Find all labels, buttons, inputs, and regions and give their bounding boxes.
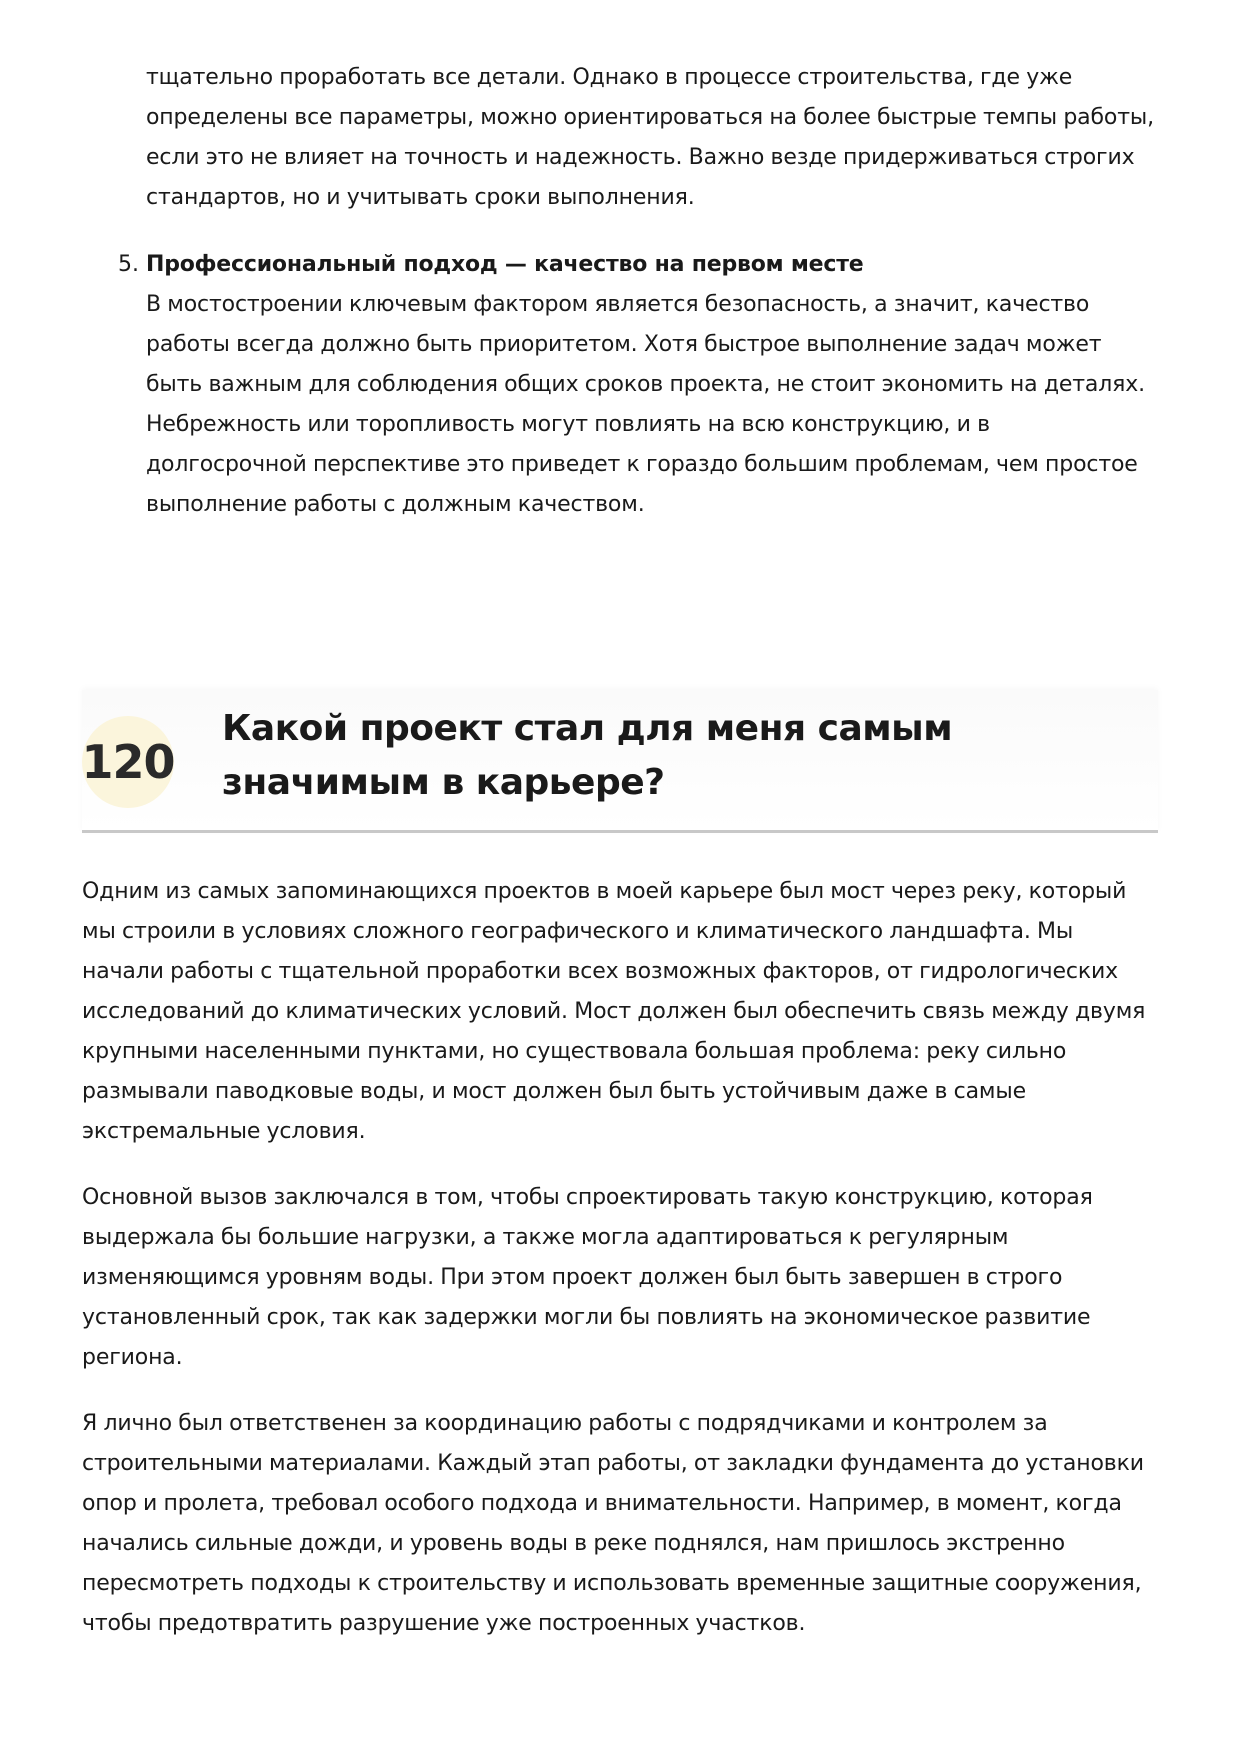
list-item-continuation	[146, 58, 1156, 218]
list-item	[118, 245, 1156, 525]
section-number-badge: 120	[82, 716, 174, 808]
section-title: Какой проект стал для меня самым значимым в карьере?	[222, 708, 953, 803]
body-paragraph: Я лично был ответственен за координацию работы с подрядчиками и контролем за строительными материалами. Каждый этап работы, от закладки фундамента до установки опор и пролета, требовал особого подхода и внимательности. Например, в момент, когда начались сильные дожди, и уровень воды в реке поднялся, нам пришлось экстренно пересмотреть подходы к строительству и использовать временные защитные сооружения, чтобы предотвратить разрушение уже построенных участков.	[82, 1411, 1144, 1636]
section-body	[82, 872, 1158, 1670]
list-item-text: тщательно проработать все детали. Однако в процессе строительства, где уже определены все параметры, можно ориентироваться на более быстрые темпы работы, если это не влияет на точность и надежность. Важно везде придерживаться строгих стандартов, но и учитывать сроки выполнения.	[146, 65, 1154, 210]
body-paragraph: Одним из самых запоминающихся проектов в моей карьере был мост через реку, который мы строили в условиях сложного географического и климатического ландшафта. Мы начали работы с тщательной проработки всех возможных факторов, от гидрологических исследований до климатических условий. Мост должен был обеспечить связь между двумя крупными населенными пунктами, но существовала большая проблема: реку сильно размывали паводковые воды, и мост должен был быть устойчивым даже в самые экстремальные условия.	[82, 879, 1146, 1144]
body-paragraph: Основной вызов заключался в том, чтобы спроектировать такую конструкцию, которая выдержала бы большие нагрузки, а также могла адаптироваться к регулярным изменяющимся уровням воды. При этом проект должен был быть завершен в строго установленный срок, так как задержки могли бы повлиять на экономическое развитие региона.	[82, 1185, 1093, 1370]
section-header	[82, 690, 1158, 833]
list-item-title: Профессиональный подход — качество на первом месте	[146, 252, 864, 277]
list-item-text: В мостостроении ключевым фактором является безопасность, а значит, качество работы всегда должно быть приоритетом. Хотя быстрое выполнение задач может быть важным для соблюдения общих сроков проекта, не стоит экономить на деталях. Небрежность или торопливость могут повлиять на всю конструкцию, и в долгосрочной перспективе это приведет к гораздо большим проблемам, чем простое выполнение работы с должным качеством.	[146, 292, 1145, 517]
list-item-number: 5.	[118, 252, 139, 277]
